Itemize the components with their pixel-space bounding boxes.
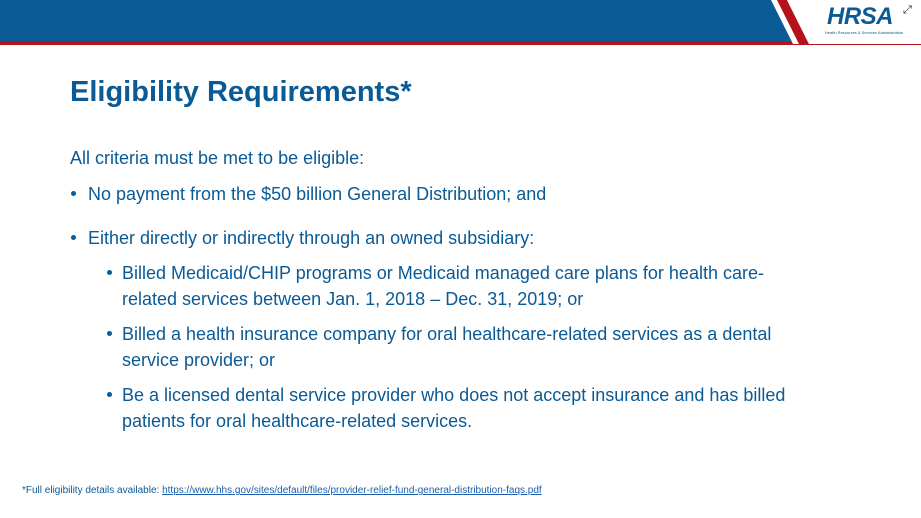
sub-bullet-line: Be a licensed dental service provider who does not accept insurance and has billed <box>122 385 786 405</box>
logo-subtitle: Health Resources & Services Administration <box>825 30 904 35</box>
sub-bullet-line: service provider; or <box>122 350 276 370</box>
expand-icon[interactable]: ⤢ <box>903 4 912 16</box>
bullet-dot <box>71 191 76 196</box>
sub-bullet-line: Billed a health insurance company for oral healthcare-related services as a dental <box>122 324 772 344</box>
sub-bullet-dot <box>107 331 112 336</box>
footnote <box>22 485 542 496</box>
intro-text: All criteria must be met to be eligible: <box>70 148 365 168</box>
footnote-link[interactable]: https://www.hhs.gov/sites/default/files/provider-relief-fund-general-distribution-faqs.pdf <box>162 485 542 496</box>
footnote-prefix: *Full eligibility details available: <box>22 485 160 496</box>
sub-bullet-line: patients for oral healthcare-related services. <box>122 411 473 431</box>
sub-bullet-line: related services between Jan. 1, 2018 – Dec. 31, 2019; or <box>122 289 584 309</box>
logo-text: HRSA <box>827 3 894 30</box>
bullet-dot <box>71 235 76 240</box>
sub-bullet-dot <box>107 270 112 275</box>
sub-bullet-line: Billed Medicaid/CHIP programs or Medicaid managed care plans for health care- <box>122 263 764 283</box>
bullet-item: Either directly or indirectly through an owned subsidiary: <box>88 228 535 248</box>
slide-title: Eligibility Requirements* <box>70 76 412 108</box>
sub-bullet-dot <box>107 392 112 397</box>
bullet-item: No payment from the $50 billion General Distribution; and <box>88 184 547 204</box>
hrsa-logo <box>771 0 921 44</box>
